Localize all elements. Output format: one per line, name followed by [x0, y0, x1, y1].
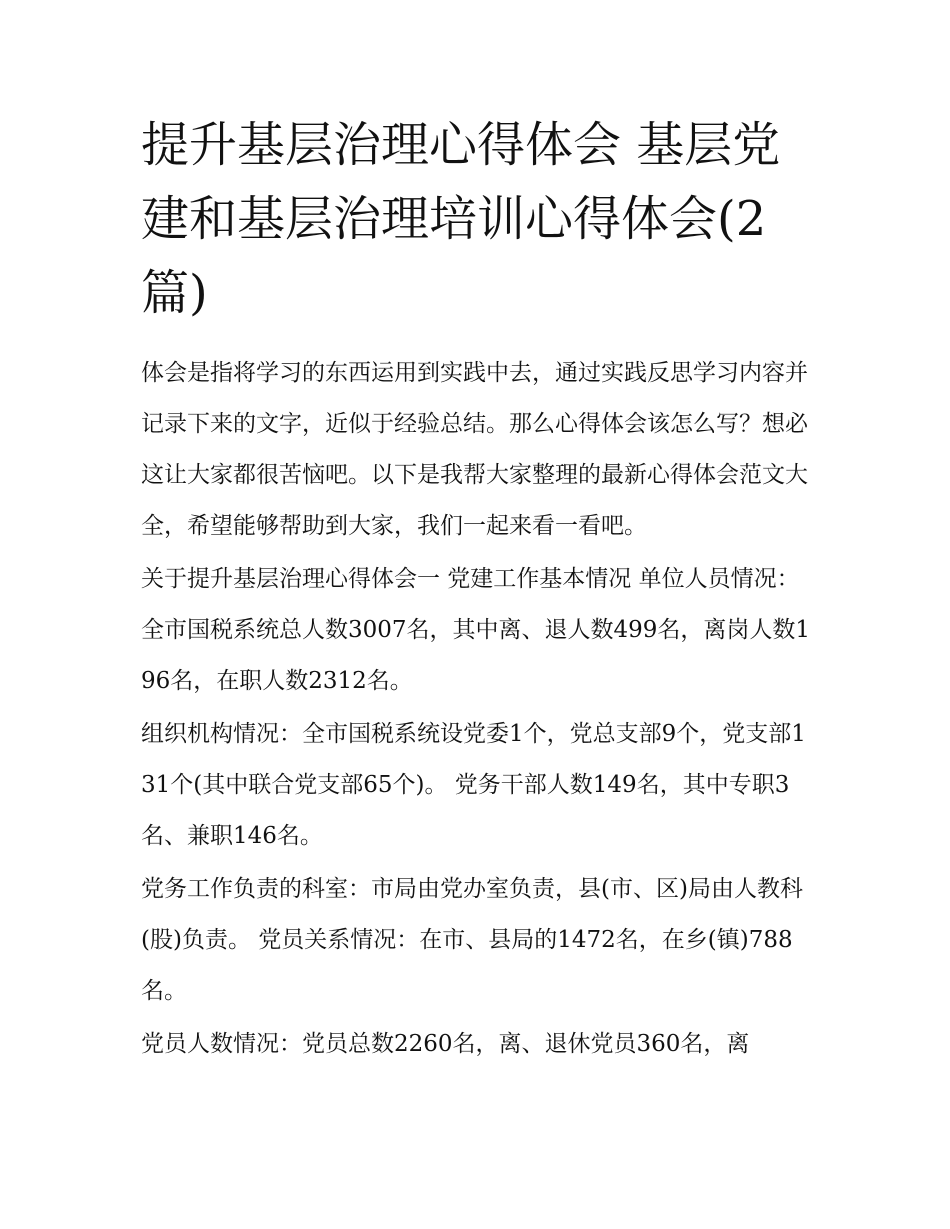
- paragraph-organization: 组织机构情况：全市国税系统设党委1个，党总支部9个，党支部131个(其中联合党支部65个)。 党务干部人数149名，其中专职3名、兼职146名。: [141, 721, 806, 849]
- paragraph-member-count: 党员人数情况：党员总数2260名，离、退休党员360名，离: [141, 1031, 750, 1057]
- paragraph-staff-info: 关于提升基层治理心得体会一 党建工作基本情况 单位人员情况：全市国税系统总人数3007名，其中离、退人数499名，离岗人数196名，在职人数2312名。: [141, 566, 811, 694]
- document-title: 提升基层治理心得体会 基层党建和基层治理培训心得体会(2篇): [141, 117, 781, 321]
- paragraph-responsible-office: 党务工作负责的科室：市局由党办室负责，县(市、区)局由人教科(股)负责。 党员关系情况：在市、县局的1472名，在乡(镇)788名。: [141, 876, 803, 1004]
- paragraph-intro: 体会是指将学习的东西运用到实践中去，通过实践反思学习内容并记录下来的文字，近似于经验总结。那么心得体会该怎么写？想必这让大家都很苦恼吧。以下是我帮大家整理的最新心得体会范文大全，希望能够帮助到大家，我们一起来看一看吧。: [141, 360, 808, 539]
- document-body: [141, 108, 813, 1072]
